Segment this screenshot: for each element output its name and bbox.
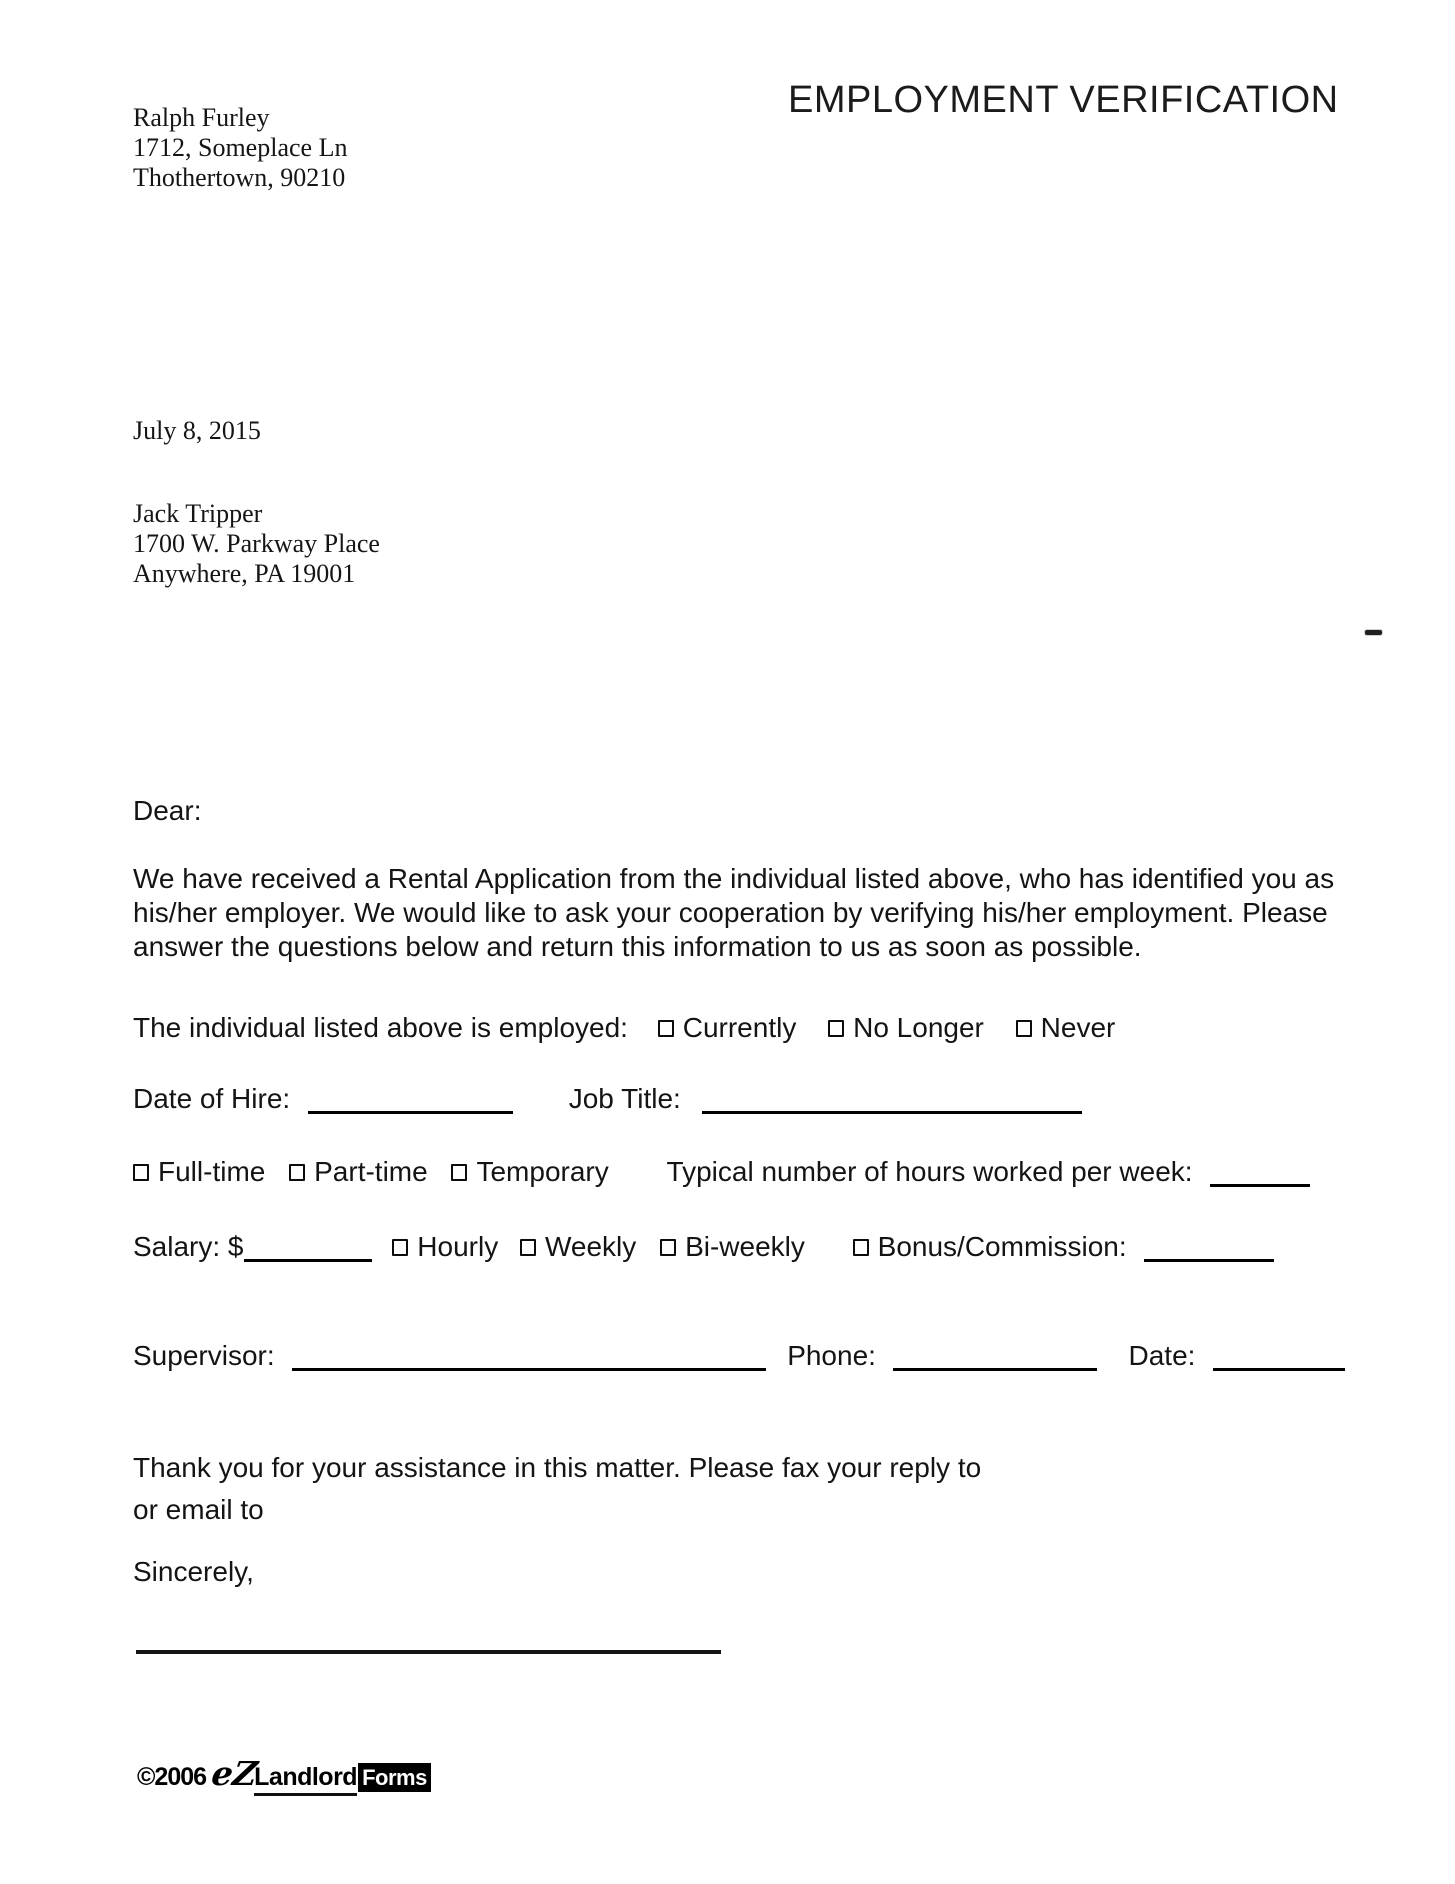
salutation: Dear:	[133, 795, 202, 826]
signature-line[interactable]	[136, 1650, 721, 1654]
checkbox-temporary[interactable]	[451, 1164, 467, 1181]
signoff: Sincerely,	[133, 1556, 254, 1587]
closing-line1: Thank you for your assistance in this matter. Please fax your reply to	[133, 1452, 982, 1483]
phone-label: Phone:	[787, 1340, 876, 1371]
checkbox-part-time[interactable]	[289, 1164, 305, 1181]
brand-forms-badge: Forms	[358, 1763, 431, 1792]
option-temporary-label: Temporary	[476, 1156, 609, 1187]
sender-address-line2: Thothertown, 90210	[133, 163, 346, 192]
copyright-text: ©2006	[137, 1763, 207, 1791]
option-weekly[interactable]	[520, 1231, 636, 1263]
closing-line2: or email to	[133, 1494, 264, 1525]
checkbox-full-time[interactable]	[133, 1164, 149, 1181]
stray-dash-mark	[1365, 630, 1382, 635]
checkbox-hourly[interactable]	[392, 1239, 408, 1256]
letter-date: July 8, 2015	[133, 416, 261, 445]
recipient-address-line1: 1700 W. Parkway Place	[133, 529, 380, 558]
intro-paragraph: We have received a Rental Application from the individual listed above, who has identified you as his/her employer. We would like to ask your cooperation by verifying his/her employment. Please answer the questions below and return this information to us as soon as possible.	[133, 863, 1335, 962]
sender-address-line1: 1712, Someplace Ln	[133, 133, 348, 162]
option-hourly-label: Hourly	[417, 1231, 499, 1262]
job-title-blank[interactable]	[702, 1111, 1082, 1114]
recipient-name: Jack Tripper	[133, 499, 263, 528]
footer-logo	[137, 1754, 431, 1796]
option-currently-label: Currently	[682, 1012, 797, 1043]
checkbox-bonus-commission[interactable]	[853, 1239, 869, 1256]
option-no-longer[interactable]	[828, 1012, 984, 1044]
date-of-hire-label: Date of Hire:	[133, 1083, 291, 1114]
phone-blank[interactable]	[893, 1368, 1097, 1371]
job-title-label: Job Title:	[568, 1083, 681, 1114]
brand-landlord: Landlord	[254, 1763, 357, 1796]
option-no-longer-label: No Longer	[853, 1012, 984, 1043]
employment-status-row	[133, 1012, 1115, 1044]
salary-blank[interactable]	[244, 1259, 372, 1262]
salary-row	[133, 1231, 1274, 1263]
employment-status-label: The individual listed above is employed:	[133, 1012, 628, 1043]
hours-per-week-blank[interactable]	[1210, 1184, 1310, 1187]
option-never[interactable]	[1016, 1012, 1116, 1044]
date-blank[interactable]	[1213, 1368, 1345, 1371]
bonus-commission-blank[interactable]	[1144, 1259, 1274, 1262]
recipient-address-line2: Anywhere, PA 19001	[133, 559, 356, 588]
hours-per-week-label: Typical number of hours worked per week:	[666, 1156, 1193, 1187]
bonus-commission-label: Bonus/Commission:	[877, 1231, 1127, 1262]
salary-label: Salary: $	[133, 1231, 244, 1262]
supervisor-label: Supervisor:	[133, 1340, 275, 1371]
option-temporary[interactable]	[451, 1156, 608, 1188]
supervisor-blank[interactable]	[292, 1368, 766, 1371]
option-never-label: Never	[1040, 1012, 1116, 1043]
sender-name: Ralph Furley	[133, 103, 270, 132]
brand-script-ez: eZ	[209, 1754, 260, 1793]
option-weekly-label: Weekly	[544, 1231, 637, 1262]
schedule-row	[133, 1156, 1310, 1188]
checkbox-bi-weekly[interactable]	[660, 1239, 676, 1256]
recipient-address-block	[133, 499, 380, 589]
sender-address-block	[133, 103, 347, 193]
date-label: Date:	[1128, 1340, 1196, 1371]
option-currently[interactable]	[658, 1012, 797, 1044]
option-full-time-label: Full-time	[158, 1156, 266, 1187]
option-bonus-commission[interactable]	[853, 1231, 1127, 1263]
checkbox-never[interactable]	[1016, 1020, 1032, 1037]
option-bi-weekly[interactable]	[660, 1231, 805, 1263]
checkbox-weekly[interactable]	[520, 1239, 536, 1256]
option-hourly[interactable]	[392, 1231, 498, 1263]
option-bi-weekly-label: Bi-weekly	[685, 1231, 805, 1262]
page-title: EMPLOYMENT VERIFICATION	[788, 79, 1339, 121]
date-of-hire-blank[interactable]	[308, 1111, 513, 1114]
checkbox-no-longer[interactable]	[828, 1020, 844, 1037]
checkbox-currently[interactable]	[658, 1020, 674, 1037]
hire-row	[133, 1083, 1082, 1115]
option-part-time[interactable]	[289, 1156, 428, 1188]
supervisor-row	[133, 1340, 1345, 1372]
option-full-time[interactable]	[133, 1156, 265, 1188]
option-part-time-label: Part-time	[314, 1156, 428, 1187]
